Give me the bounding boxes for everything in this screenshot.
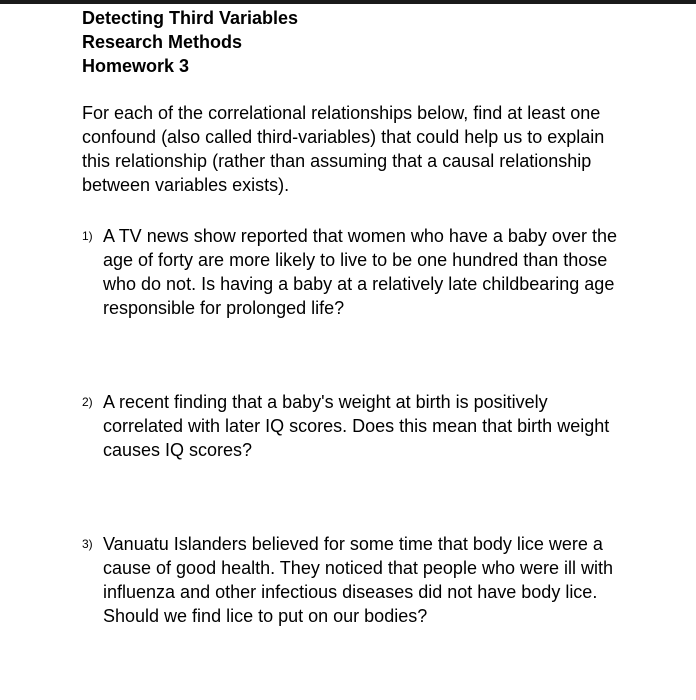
question-text: Vanuatu Islanders believed for some time that body lice were a cause of good health. They noticed that people who were ill with influenza and other infectious diseases did not have body lice. Should we find lice to put on our bodies? [103,534,613,626]
instructions-paragraph: For each of the correlational relationships below, find at least one confound (also called third-variables) that could help us to explain this relationship (rather than assuming that a causal relationship between variables exists). [82,103,605,195]
question-number: 3) [82,537,93,551]
homework-document [82,6,642,628]
title-line-1: Detecting Third Variables [82,8,299,28]
question-1 [82,224,623,320]
question-number: 2) [82,395,93,409]
document-title [82,6,642,78]
title-line-3: Homework 3 [82,56,190,76]
question-3 [82,532,623,628]
question-number: 1) [82,229,93,243]
top-border [0,0,696,4]
question-2 [82,390,623,462]
title-line-2: Research Methods [82,32,243,52]
question-text: A TV news show reported that women who have a baby over the age of forty are more likely to live to be one hundred than those who do not. Is having a baby at a relatively late childbearing age responsible for prolonged life? [103,226,617,318]
question-text: A recent finding that a baby's weight at birth is positively correlated with later IQ scores. Does this mean that birth weight causes IQ scores? [103,392,610,460]
